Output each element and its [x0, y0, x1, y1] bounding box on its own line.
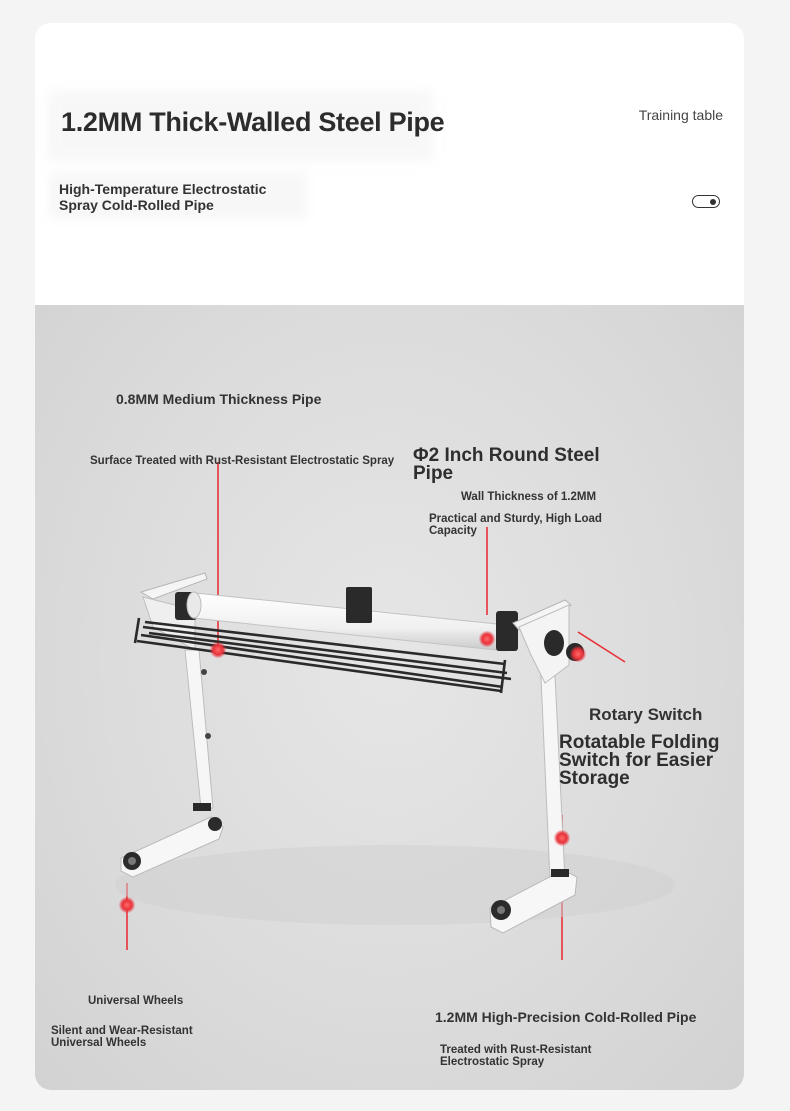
wheels-title: Universal Wheels [88, 995, 184, 1007]
toggle-knob [710, 199, 716, 205]
medium-pipe-detail: Surface Treated with Rust-Resistant Electrostatic Spray [90, 455, 395, 467]
product-card [35, 23, 744, 1090]
left-leg [121, 650, 223, 877]
round-pipe-detail: Practical and Sturdy, High Load Capacity [429, 513, 602, 537]
cold-rolled-detail: Treated with Rust-Resistant Electrostatic Spray [440, 1044, 592, 1068]
round-pipe-wall: Wall Thickness of 1.2MM [461, 491, 597, 503]
product-tagline: Training table [638, 107, 723, 123]
page-title: 1.2MM Thick-Walled Steel Pipe [61, 107, 445, 137]
round-pipe-title: Φ2 Inch Round Steel Pipe [413, 445, 600, 484]
medium-pipe-title: 0.8MM Medium Thickness Pipe [116, 391, 322, 407]
header-section [35, 23, 744, 305]
product-photo [35, 305, 744, 1090]
right-bracket [513, 600, 584, 683]
toggle-switch-icon [692, 195, 720, 208]
round-steel-pipe [187, 587, 518, 651]
rotary-switch-title: Rotary Switch [589, 705, 703, 724]
page-subtitle: High-Temperature Electrostatic Spray Cold-Rolled Pipe [59, 181, 267, 213]
training-table-illustration [35, 305, 744, 1090]
wheels-detail: Silent and Wear-Resistant Universal Wheels [51, 1025, 193, 1049]
rotary-switch-detail: Rotatable Folding Switch for Easier Storage [559, 732, 720, 789]
cold-rolled-title: 1.2MM High-Precision Cold-Rolled Pipe [435, 1009, 697, 1025]
